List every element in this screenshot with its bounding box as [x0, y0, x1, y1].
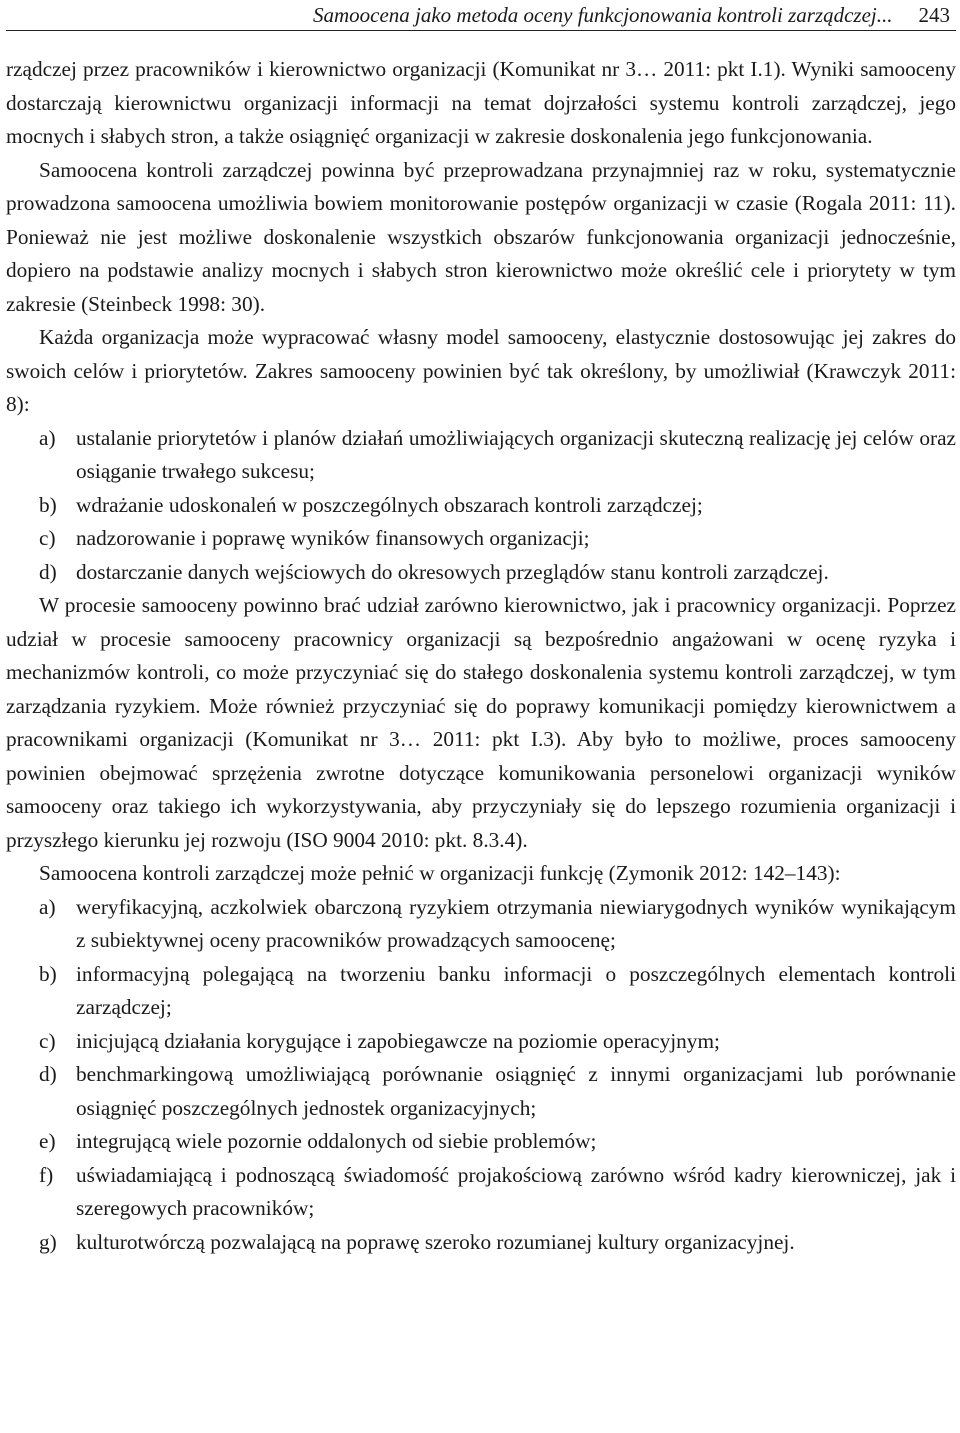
list-item-text: integrującą wiele pozornie oddalonych od siebie problemów; — [76, 1129, 597, 1153]
list-item-text: kulturotwórczą pozwalającą na poprawę szeroko rozumianej kultury organizacyjnej. — [76, 1229, 795, 1254]
list-item — [6, 958, 956, 1025]
list-item-text: weryfikacyjną, aczkolwiek obarczoną ryzykiem otrzymania niewiarygodnych wyników wynikającym z subiektywnej oceny pracowników prowadzących samoocenę; — [76, 894, 956, 952]
list-item — [6, 1226, 956, 1260]
paragraph: rządczej przez pracowników i kierownictwo organizacji (Komunikat nr 3… 2011: pkt I.1). Wyniki samooceny dostarczają kierownictwu organizacji informacji na temat dojrzałości systemu kontroli zarządczej, jego mocnych i słabych stron, a także osiągnięć organizacji w zakresie doskonalenia jego funkcjonowania. — [6, 57, 956, 148]
list-marker: b) — [39, 492, 57, 517]
list-item — [6, 556, 956, 590]
list-item-text: inicjującą działania korygujące i zapobiegawcze na poziomie operacyjnym; — [76, 1028, 720, 1053]
list-item-text: nadzorowanie i poprawę wyników finansowych organizacji; — [76, 526, 590, 550]
list-item — [6, 1125, 956, 1159]
list-marker: d) — [39, 559, 57, 584]
running-title: Samoocena jako metoda oceny funkcjonowania kontroli zarządczej... — [312, 2, 893, 27]
list-item-text: wdrażanie udoskonaleń w poszczególnych obszarach kontroli zarządczej; — [76, 492, 703, 517]
paragraph: Samoocena kontroli zarządczej może pełnić w organizacji funkcję (Zymonik 2012: 142–143): — [39, 861, 841, 885]
list-item — [6, 891, 956, 958]
paragraph: Samoocena kontroli zarządczej powinna być przeprowadzana przynajmniej raz w roku, systematycznie prowadzona samoocena umożliwia bowiem monitorowanie postępów organizacji w czasie (Rogala 2011: 11). Ponieważ nie jest możliwe doskonalenie wszystkich obszarów funkcjonowania organizacji jednocześnie, dopiero na podstawie analizy mocnych i słabych stron kierownictwo może określić cele i priorytety w tym zakresie (Steinbeck 1998: 30). — [6, 157, 956, 316]
scope-list — [6, 422, 956, 590]
list-item-text: uświadamiającą i podnoszącą świadomość projakościową zarówno wśród kadry kierowniczej, jak i szeregowych pracowników; — [76, 1162, 956, 1220]
book-page — [6, 0, 956, 1259]
list-marker: g) — [39, 1229, 57, 1254]
list-item — [6, 422, 956, 489]
functions-list — [6, 891, 956, 1260]
list-item — [6, 1025, 956, 1059]
list-marker: c) — [39, 526, 56, 550]
list-marker: a) — [39, 894, 56, 919]
list-item-text: ustalanie priorytetów i planów działań umożliwiających organizacji skuteczną realizację jej celów oraz osiąganie trwałego sukcesu; — [76, 425, 956, 483]
page-number: 243 — [918, 2, 950, 27]
list-marker: b) — [39, 961, 57, 986]
list-marker: c) — [39, 1028, 56, 1053]
running-header — [6, 0, 956, 31]
list-item — [6, 522, 956, 556]
list-item-text: dostarczanie danych wejściowych do okresowych przeglądów stanu kontroli zarządczej. — [76, 559, 829, 584]
list-item — [6, 489, 956, 523]
list-marker: f) — [39, 1162, 54, 1187]
paragraph: W procesie samooceny powinno brać udział zarówno kierownictwo, jak i pracownicy organizacji. Poprzez udział w procesie samooceny pracownicy organizacji są bezpośrednio angażowani w ocenę ryzyka i mechanizmów kontroli, co może przyczyniać się do stałego doskonalenia systemu kontroli zarządczej, w tym zarządzania ryzykiem. Może również przyczyniać się do poprawy komunikacji pomiędzy kierownictwem a pracownikami organizacji (Komunikat nr 3… 2011: pkt I.3). Aby było to możliwe, proces samooceny powinien obejmować sprzężenia zwrotne dotyczące komunikowania personelowi organizacji wyników samooceny oraz takiego ich wykorzystywania, aby przyczyniały się do lepszego rozumienia organizacji i przyszłego kierunku jej rozwoju (ISO 9004 2010: pkt. 8.3.4). — [6, 593, 956, 852]
list-item — [6, 1058, 956, 1125]
list-item — [6, 1159, 956, 1226]
paragraph: Każda organizacja może wypracować własny model samooceny, elastycznie dostosowując jej zakres do swoich celów i priorytetów. Zakres samooceny powinien być tak określony, by umożliwiał (Krawczyk 2011: 8): — [6, 325, 956, 416]
list-marker: e) — [39, 1129, 56, 1153]
body-text — [6, 53, 956, 1259]
list-marker: d) — [39, 1062, 57, 1086]
list-item-text: benchmarkingową umożliwiającą porównanie osiągnięć z innymi organizacjami lub porównanie osiągnięć poszczególnych jednostek organizacyjnych; — [76, 1062, 956, 1120]
list-item-text: informacyjną polegającą na tworzeniu banku informacji o poszczególnych elementach kontroli zarządczej; — [76, 961, 956, 1019]
list-marker: a) — [39, 425, 56, 450]
